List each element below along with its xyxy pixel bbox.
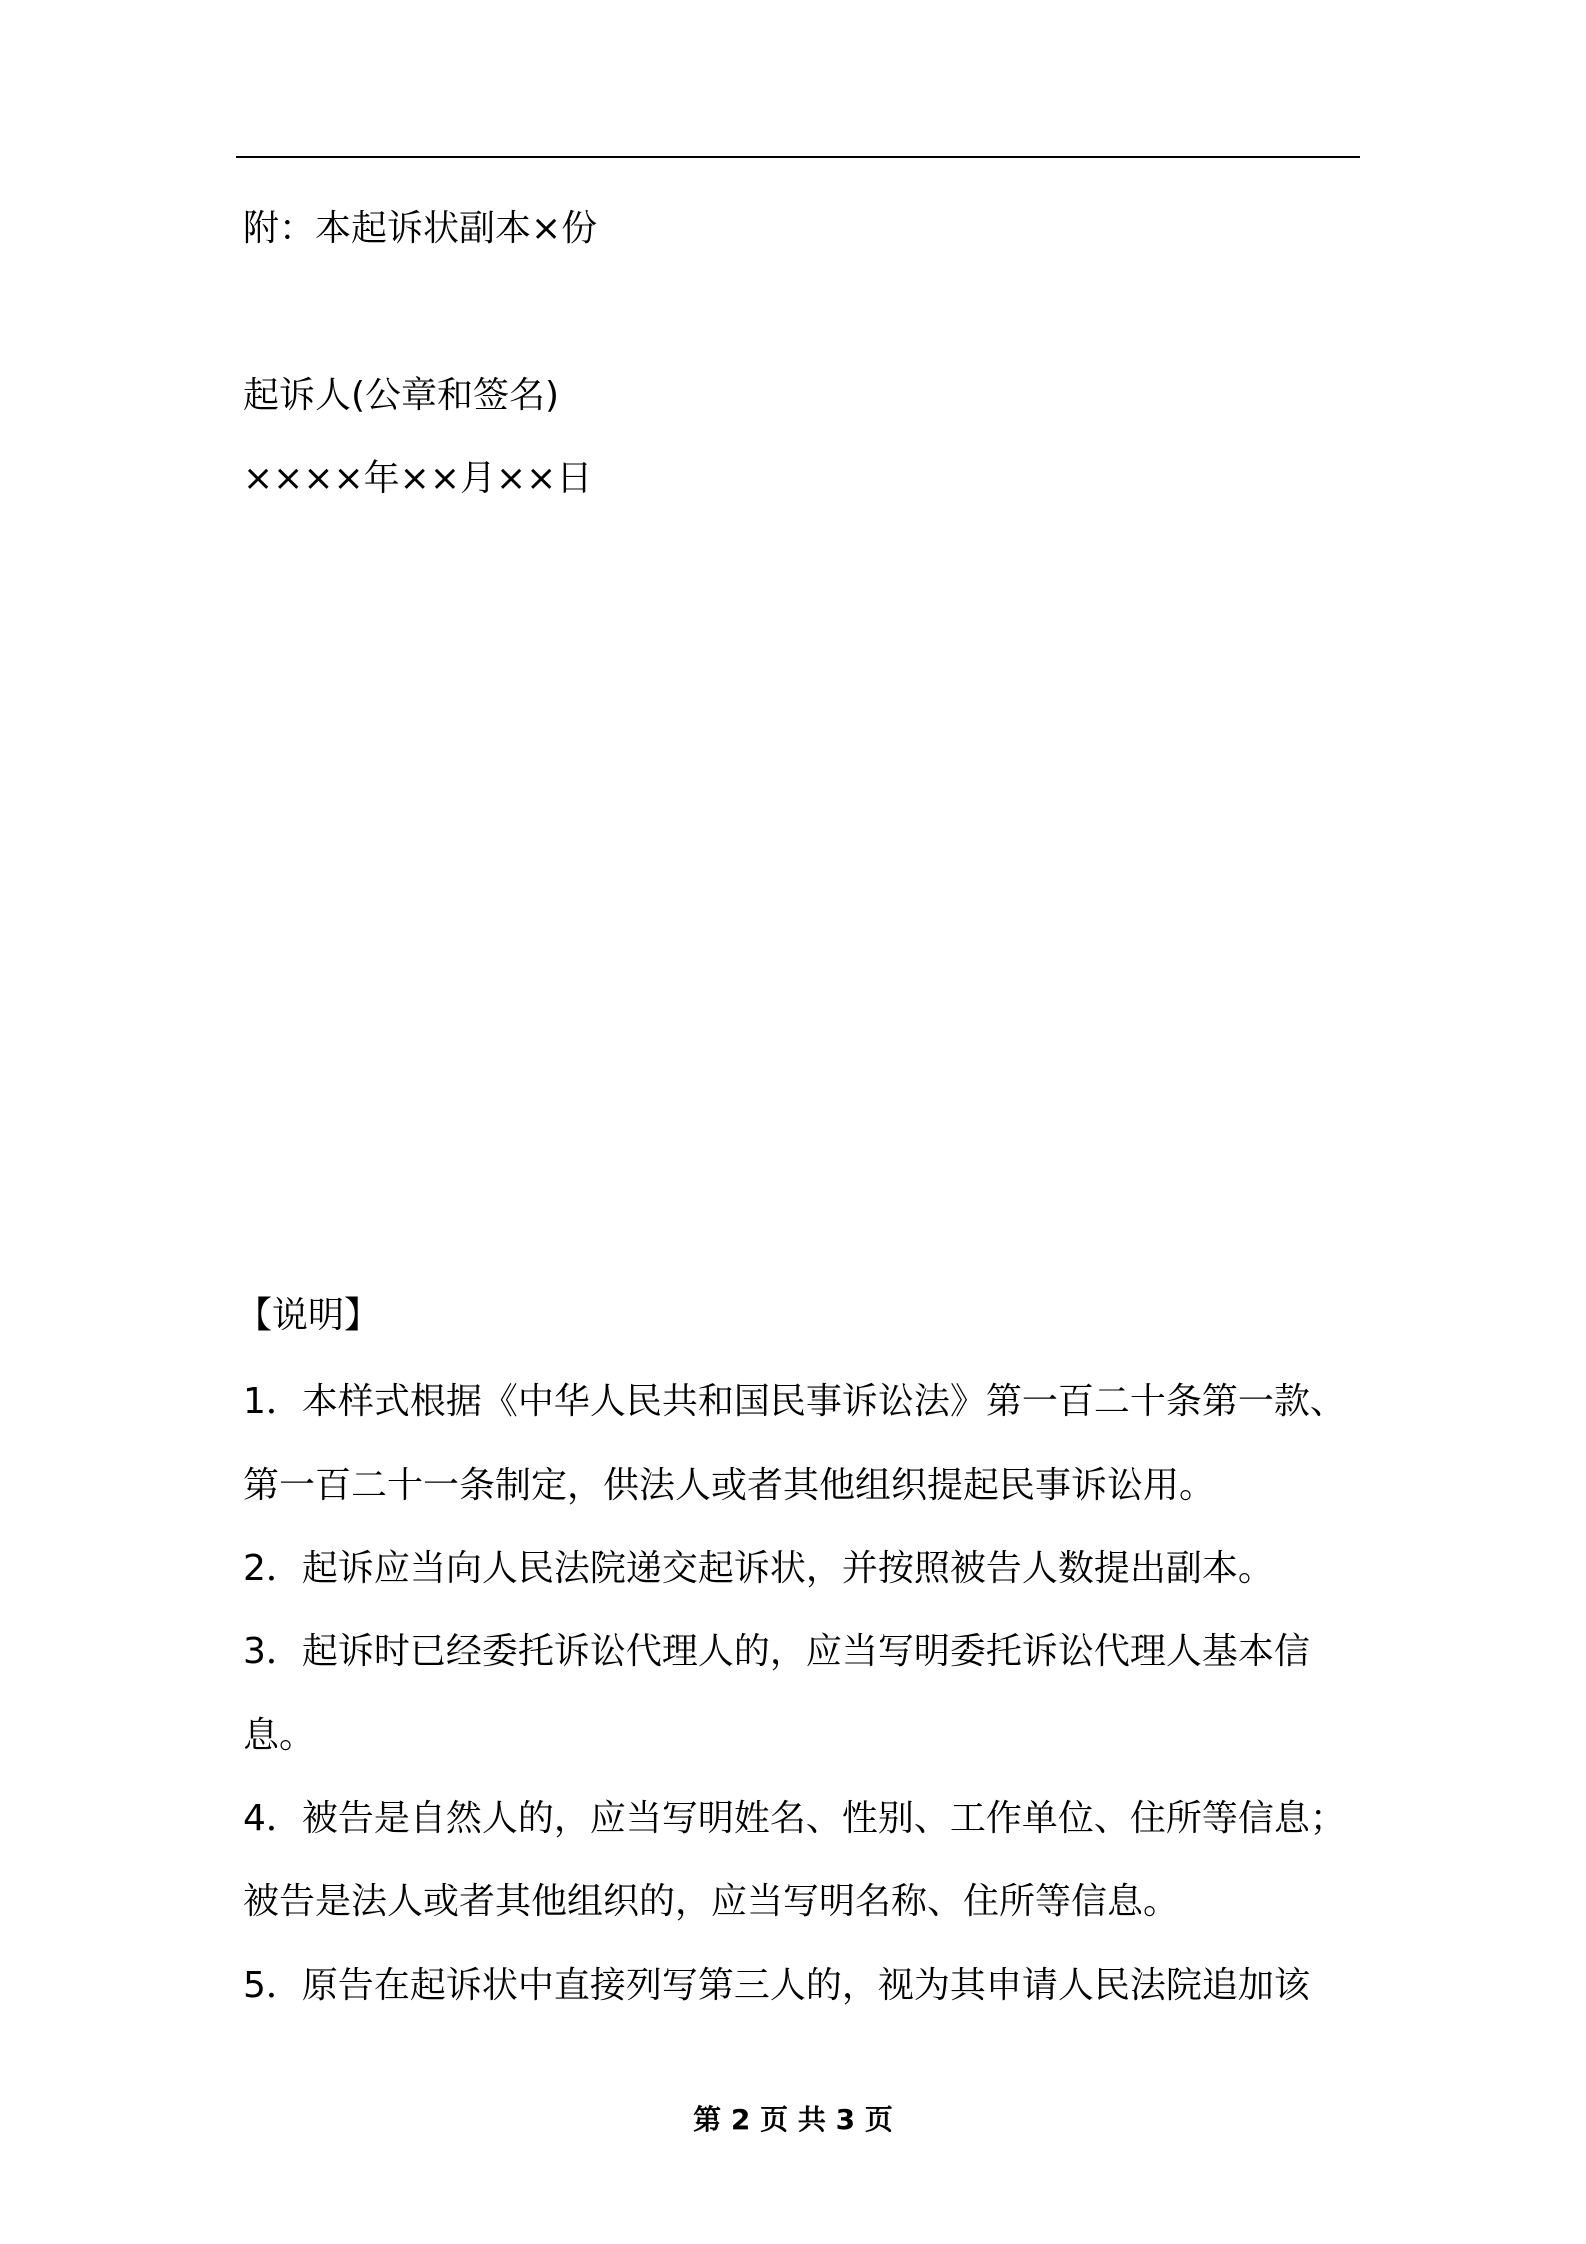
notes-line-2: 第一百二十一条制定，供法人或者其他组织提起民事诉讼用。 bbox=[243, 1465, 1216, 1506]
notes-line-7: 被告是法人或者其他组织的，应当写明名称、住所等信息。 bbox=[243, 1881, 1180, 1922]
notes-line-1: 1．本样式根据《中华人民共和国民事诉讼法》第一百二十条第一款、 bbox=[243, 1381, 1346, 1422]
attachment-line: 附：本起诉状副本×份 bbox=[243, 208, 598, 249]
notes-line-3: 2．起诉应当向人民法院递交起诉状，并按照被告人数提出副本。 bbox=[243, 1548, 1274, 1589]
notes-heading: 【说明】 bbox=[236, 1295, 381, 1336]
date-line: ××××年××月××日 bbox=[243, 458, 593, 499]
header-rule bbox=[236, 156, 1360, 158]
plaintiff-signature-line: 起诉人(公章和签名) bbox=[243, 375, 560, 416]
page-number-footer: 第 2 页 共 3 页 bbox=[693, 2103, 893, 2136]
notes-line-8: 5．原告在起诉状中直接列写第三人的，视为其申请人民法院追加该 bbox=[243, 1965, 1310, 2006]
notes-line-6: 4．被告是自然人的，应当写明姓名、性别、工作单位、住所等信息； bbox=[243, 1798, 1346, 1839]
notes-line-4: 3．起诉时已经委托诉讼代理人的，应当写明委托诉讼代理人基本信 bbox=[243, 1631, 1310, 1672]
notes-line-5: 息。 bbox=[243, 1715, 316, 1756]
